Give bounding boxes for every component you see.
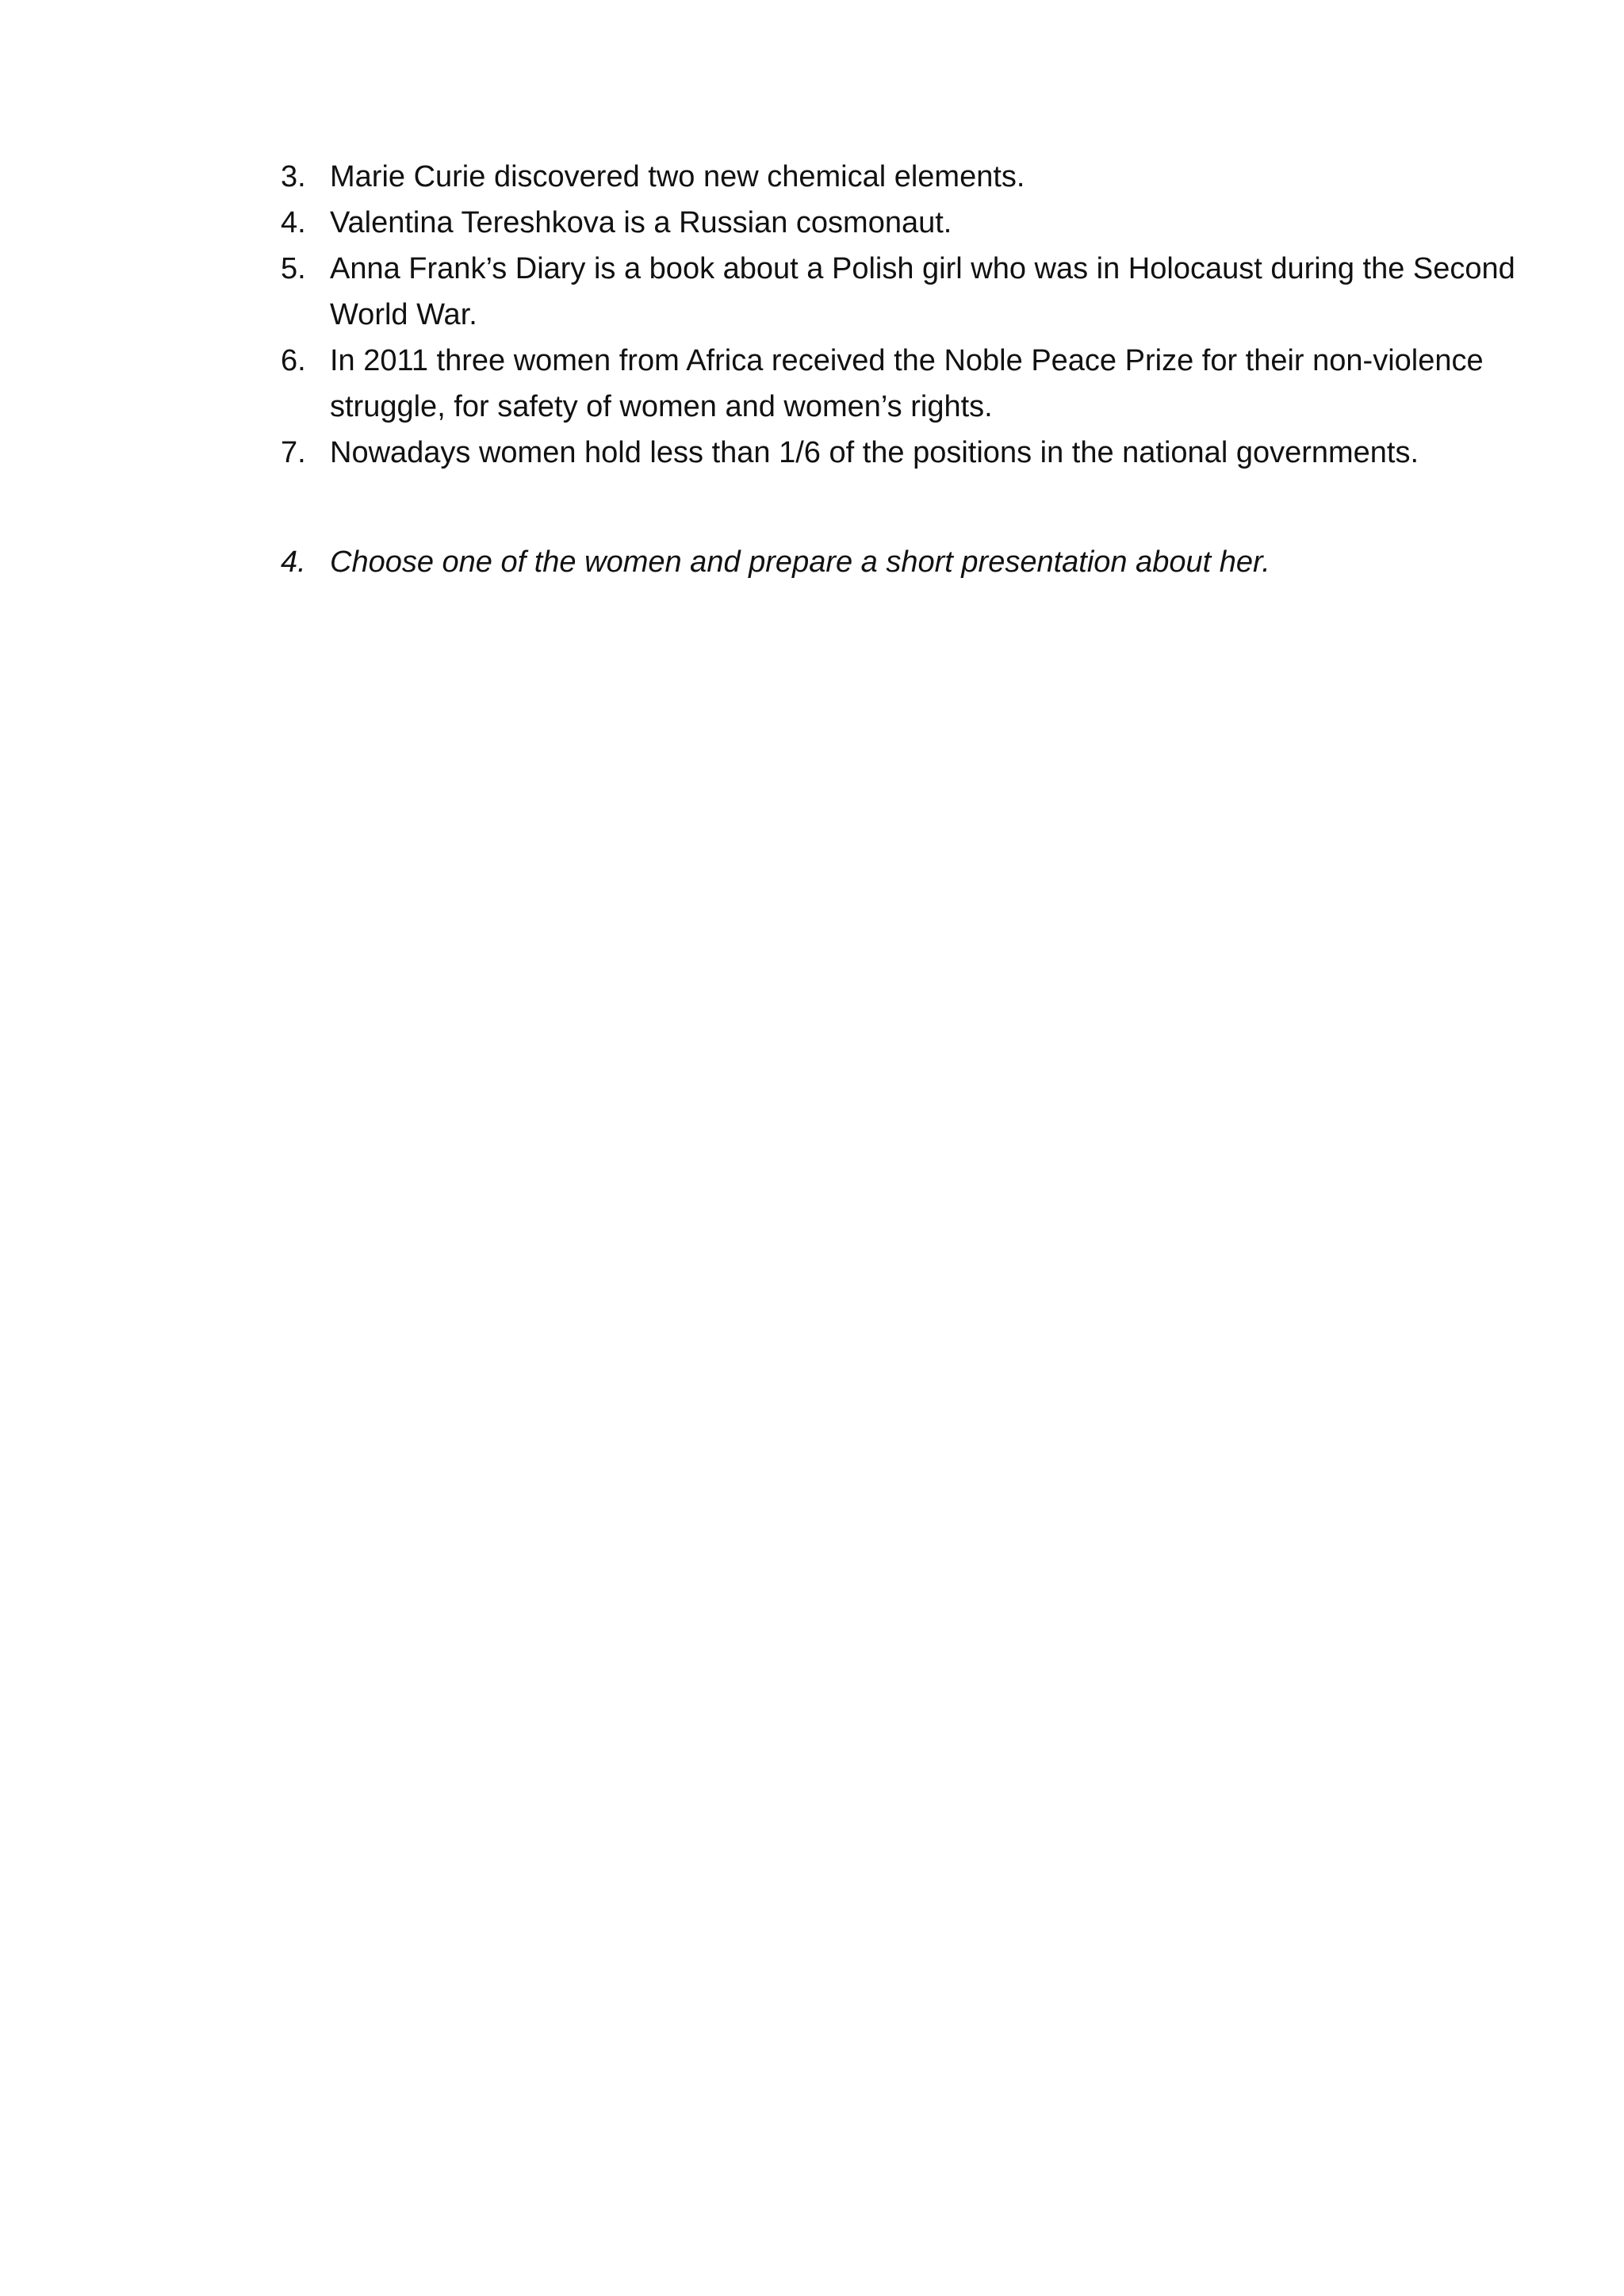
item-number: 5. [281,252,306,285]
item-text: Marie Curie discovered two new chemical elements. [330,160,1025,193]
item-number: 7. [281,436,306,469]
item-number: 6. [281,344,306,377]
statements-list [281,154,1518,476]
list-item [281,154,1518,200]
item-number: 4. [281,206,306,239]
list-item [281,430,1518,476]
task-instruction [281,539,1518,585]
list-item [281,200,1518,246]
list-item [281,246,1518,338]
item-text: Nowadays women hold less than 1/6 of the positions in the national governments. [330,436,1419,469]
task-number: 4. [281,545,306,579]
item-text: In 2011 three women from Africa received the Noble Peace Prize for their non-violence struggle, for safety of women and women’s rights. [330,344,1484,423]
list-item [281,338,1518,430]
item-text: Anna Frank’s Diary is a book about a Polish girl who was in Holocaust during the Second World War. [330,252,1515,331]
item-number: 3. [281,160,306,193]
item-text: Valentina Tereshkova is a Russian cosmonaut. [330,206,952,239]
task-text: Choose one of the women and prepare a short presentation about her. [330,545,1270,579]
